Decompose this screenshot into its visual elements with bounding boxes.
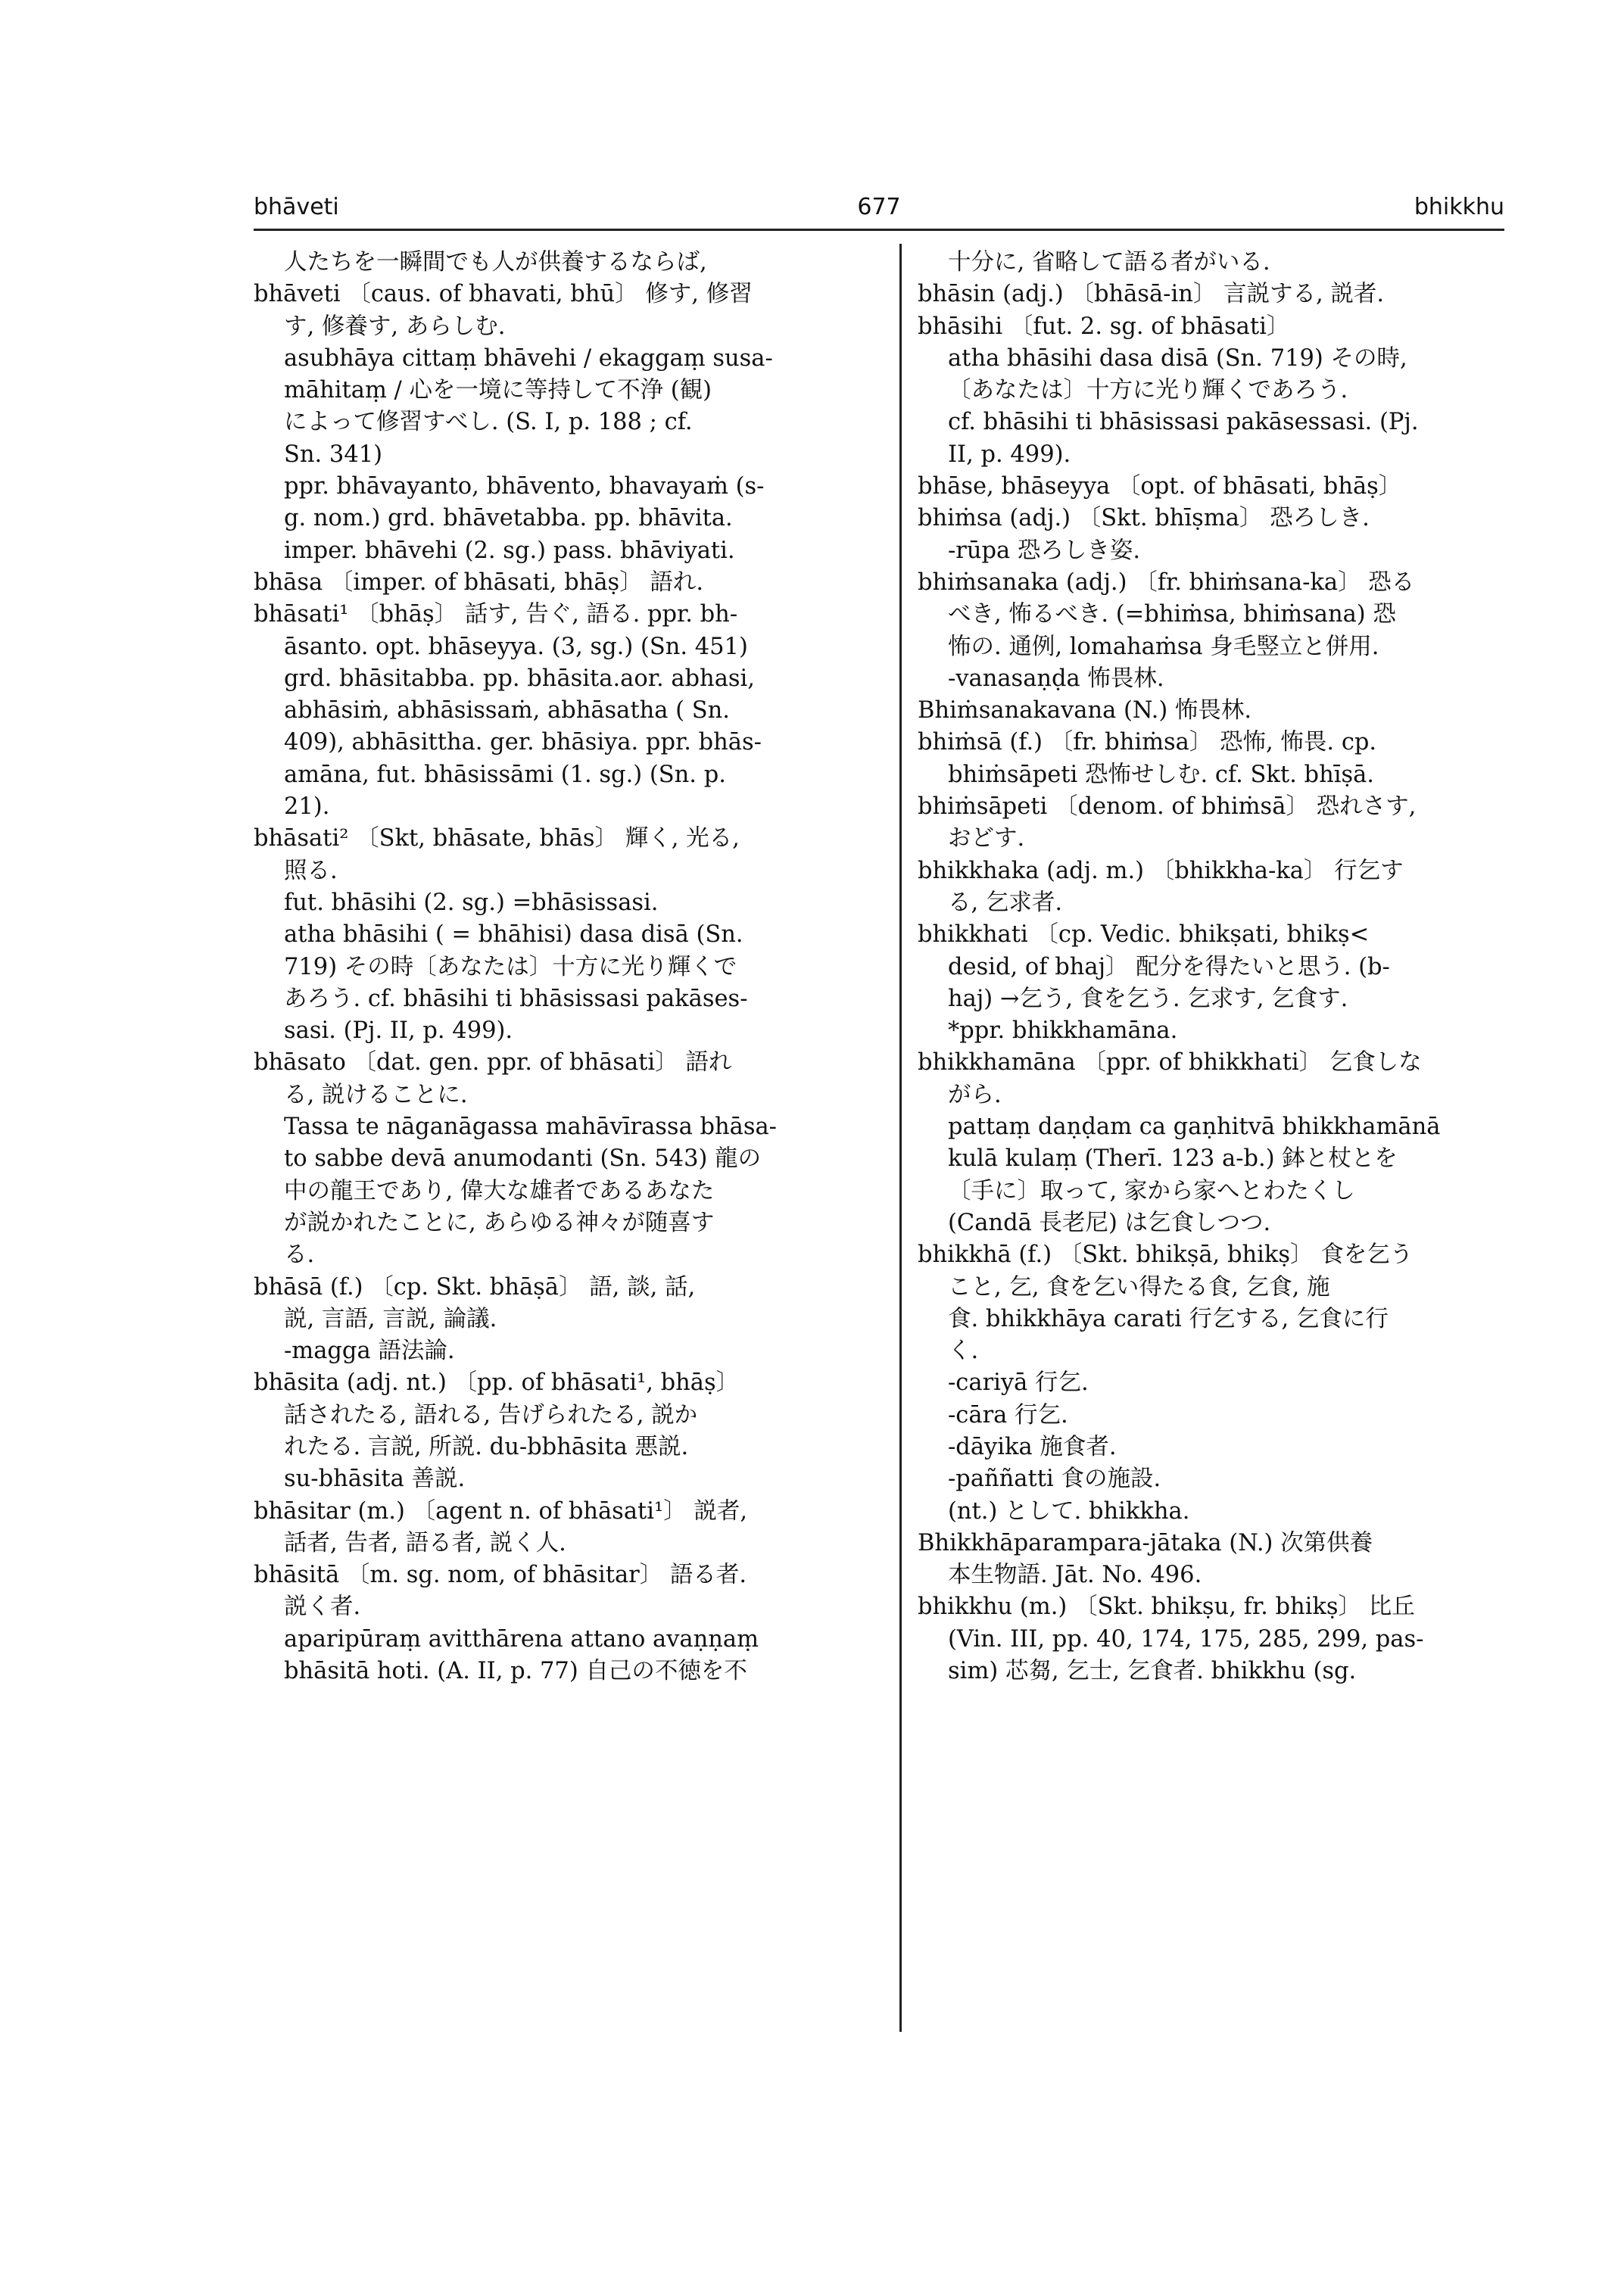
entry-continuation-line: 409), abhāsittha. ger. bhāsiya. ppr. bhās- xyxy=(284,729,762,756)
entry-headword-line: Bhiṁsanakavana (N.) 怖畏林. xyxy=(918,697,1252,724)
entry-continuation-line: によって修習すべし. (S. I, p. 188 ; cf. xyxy=(284,409,693,436)
entry-continuation-line: bhāsitā hoti. (A. II, p. 77) 自己の不徳を不 xyxy=(284,1658,747,1685)
entry-continuation-line: 話されたる, 語れる, 告げられたる, 説か xyxy=(284,1401,698,1428)
entry-continuation-line: こと, 乞, 食を乞い得たる食, 乞食, 施 xyxy=(948,1273,1330,1301)
entry-continuation-line: II, p. 499). xyxy=(948,441,1071,468)
entry-continuation-line: 話者, 告者, 語る者, 説く人. xyxy=(284,1529,566,1556)
entry-headword-line: bhikkhati 〔cp. Vedic. bhikṣati, bhikṣ< xyxy=(918,921,1370,949)
entry-continuation-line: kulā kulaṃ (Therī. 123 a-b.) 鉢と杖とを xyxy=(948,1145,1398,1173)
entry-continuation-line: がら. xyxy=(948,1081,1002,1108)
entry-continuation-line: cf. bhāsihi ti bhāsissasi pakāsessasi. (Pj. xyxy=(948,409,1419,436)
entry-continuation-line: -dāyika 施食者. xyxy=(948,1433,1117,1460)
entry-continuation-line: Sn. 341) xyxy=(284,441,383,468)
entry-continuation-line: れたる. 言説, 所説. du-bbhāsita 悪説. xyxy=(284,1433,689,1460)
entry-continuation-line: く. xyxy=(948,1338,979,1365)
entry-continuation-line: 中の龍王であり, 偉大な雄者であるあなた xyxy=(284,1177,715,1204)
entry-continuation-line: 説く者. xyxy=(284,1594,361,1621)
entry-continuation-line: 21). xyxy=(284,793,330,821)
entry-headword-line: bhikkhu (m.) 〔Skt. bhikṣu, fr. bhikṣ〕 比丘 xyxy=(918,1594,1415,1621)
entry-headword-line: bhāsitar (m.) 〔agent n. of bhāsati¹〕 説者, xyxy=(254,1497,748,1525)
entry-continuation-line: aparipūraṃ avitthārena attano avaṇṇaṃ xyxy=(284,1625,759,1653)
entry-continuation-line: る. xyxy=(284,1242,315,1269)
entry-headword-line: bhikkhamāna 〔ppr. of bhikkhati〕 乞食しな xyxy=(918,1049,1422,1076)
entry-continuation-line: *ppr. bhikkhamāna. xyxy=(948,1017,1178,1045)
entry-continuation-line: (Vin. III, pp. 40, 174, 175, 285, 299, pas- xyxy=(948,1625,1424,1653)
entry-continuation-line: -vanasaṇḍa 怖畏林. xyxy=(948,665,1164,692)
entry-continuation-line: (Candā 長老尼) は乞食しつつ. xyxy=(948,1209,1271,1236)
guide-word-left: bhāveti xyxy=(254,194,339,220)
entry-continuation-line: 照る. xyxy=(284,857,338,884)
entry-headword-line: bhiṁsāpeti 〔denom. of bhiṁsā〕 恐れさす, xyxy=(918,793,1417,821)
entry-continuation-line: sim) 芯芻, 乞士, 乞食者. bhikkhu (sg. xyxy=(948,1658,1357,1685)
entry-continuation-line: あろう. cf. bhāsihi ti bhāsissasi pakāses- xyxy=(284,985,748,1012)
entry-continuation-line: べき, 怖るべき. (=bhiṁsa, bhiṁsana) 恐 xyxy=(948,601,1396,628)
entry-continuation-line: す, 修養す, あらしむ. xyxy=(284,313,506,340)
entry-headword-line: bhikkhā (f.) 〔Skt. bhikṣā, bhikṣ〕 食を乞う xyxy=(918,1242,1414,1269)
column-divider xyxy=(899,244,902,2032)
entry-continuation-line: 怖の. 通例, lomahaṁsa 身毛竪立と併用. xyxy=(948,633,1379,660)
entry-continuation-line: g. nom.) grd. bhāvetabba. pp. bhāvita. xyxy=(284,505,733,532)
entry-continuation-line: おどす. xyxy=(948,825,1025,852)
entry-headword-line: bhāveti 〔caus. of bhavati, bhū〕 修す, 修習 xyxy=(254,281,753,308)
entry-continuation-line: -magga 語法論. xyxy=(284,1338,455,1365)
entry-continuation-line: 本生物語. Jāt. No. 496. xyxy=(948,1562,1202,1589)
page-number: 677 xyxy=(857,194,901,220)
entry-continuation-line: atha bhāsihi ( = bhāhisi) dasa disā (Sn. xyxy=(284,921,743,949)
entry-continuation-line: abhāsiṁ, abhāsissaṁ, abhāsatha ( Sn. xyxy=(284,697,730,724)
entry-continuation-line: る, 乞求者. xyxy=(948,889,1063,916)
entry-headword-line: bhiṁsā (f.) 〔fr. bhiṁsa〕 恐怖, 怖畏. cp. xyxy=(918,729,1377,756)
entry-headword-line: bhiṁsanaka (adj.) 〔fr. bhiṁsana-ka〕 恐る xyxy=(918,569,1415,596)
entry-continuation-line: desid, of bhaj〕 配分を得たいと思う. (b- xyxy=(948,953,1390,980)
entry-continuation-line: -rūpa 恐ろしき姿. xyxy=(948,537,1141,564)
entry-continuation-line: ppr. bhāvayanto, bhāvento, bhavayaṁ (s- xyxy=(284,473,765,500)
entry-continuation-line: fut. bhāsihi (2. sg.) =bhāsissasi. xyxy=(284,889,659,916)
entry-continuation-line: sasi. (Pj. II, p. 499). xyxy=(284,1017,513,1045)
entry-continuation-line: pattaṃ daṇḍam ca gaṇhitvā bhikkhamānā xyxy=(948,1114,1441,1141)
left-column xyxy=(254,247,874,1687)
entry-headword-line: bhāsita (adj. nt.) 〔pp. of bhāsati¹, bhāṣ〕 xyxy=(254,1369,740,1397)
entry-continuation-line: to sabbe devā anumodanti (Sn. 543) 龍の xyxy=(284,1145,762,1173)
entry-continuation-line: 食. bhikkhāya carati 行乞する, 乞食に行 xyxy=(948,1305,1389,1332)
entry-continuation-line: 人たちを一瞬間でも人が供養するならば, xyxy=(284,249,707,276)
entry-headword-line: bhāsa 〔imper. of bhāsati, bhāṣ〕 語れ. xyxy=(254,569,704,596)
entry-continuation-line: -paññatti 食の施設. xyxy=(948,1466,1161,1493)
entry-headword-line: bhāsati¹ 〔bhāṣ〕 話す, 告ぐ, 語る. ppr. bh- xyxy=(254,601,738,628)
entry-continuation-line: (nt.) として. bhikkha. xyxy=(948,1497,1190,1525)
entry-headword-line: bhiṁsa (adj.) 〔Skt. bhīṣma〕 恐ろしき. xyxy=(918,505,1370,532)
right-column xyxy=(918,247,1508,1687)
entry-continuation-line: haj) →乞う, 食を乞う. 乞求す, 乞食す. xyxy=(948,985,1348,1012)
entry-headword-line: Bhikkhāparampara-jātaka (N.) 次第供養 xyxy=(918,1529,1373,1556)
entry-continuation-line: su-bhāsita 善説. xyxy=(284,1466,466,1493)
entry-continuation-line: 719) その時〔あなたは〕十方に光り輝くで xyxy=(284,953,737,980)
entry-continuation-line: 説, 言語, 言説, 論議. xyxy=(284,1305,497,1332)
entry-continuation-line: が説かれたことに, あらゆる神々が随喜す xyxy=(284,1209,715,1236)
entry-continuation-line: āsanto. opt. bhāseyya. (3, sg.) (Sn. 451) xyxy=(284,633,748,660)
entry-headword-line: bhāsitā 〔m. sg. nom, of bhāsitar〕 語る者. xyxy=(254,1562,747,1589)
entry-continuation-line: atha bhāsihi dasa disā (Sn. 719) その時, xyxy=(948,344,1407,372)
entry-continuation-line: 十分に, 省略して語る者がいる. xyxy=(948,249,1270,276)
entry-continuation-line: imper. bhāvehi (2. sg.) pass. bhāviyati. xyxy=(284,537,735,564)
entry-continuation-line: māhitaṃ / 心を一境に等持して不浄 (観) xyxy=(284,377,712,404)
header-rule xyxy=(254,229,1504,231)
entry-headword-line: bhāsihi 〔fut. 2. sg. of bhāsati〕 xyxy=(918,313,1290,340)
entry-continuation-line: 〔手に〕取って, 家から家へとわたくし xyxy=(948,1177,1355,1204)
entry-continuation-line: -cāra 行乞. xyxy=(948,1401,1068,1428)
entry-headword-line: bhāsato 〔dat. gen. ppr. of bhāsati〕 語れ xyxy=(254,1049,732,1076)
entry-continuation-line: grd. bhāsitabba. pp. bhāsita.aor. abhasi, xyxy=(284,665,755,692)
entry-headword-line: bhikkhaka (adj. m.) 〔bhikkha-ka〕 行乞す xyxy=(918,857,1404,884)
entry-continuation-line: amāna, fut. bhāsissāmi (1. sg.) (Sn. p. xyxy=(284,761,726,788)
entry-headword-line: bhāse, bhāseyya 〔opt. of bhāsati, bhāṣ〕 xyxy=(918,473,1402,500)
entry-headword-line: bhāsati² 〔Skt, bhāsate, bhās〕 輝く, 光る, xyxy=(254,825,740,852)
entry-headword-line: bhāsin (adj.) 〔bhāsā-in〕 言説する, 説者. xyxy=(918,281,1385,308)
guide-word-right: bhikkhu xyxy=(1414,194,1504,220)
entry-continuation-line: る, 説けることに. xyxy=(284,1081,468,1108)
entry-continuation-line: -cariyā 行乞. xyxy=(948,1369,1089,1397)
entry-continuation-line: bhiṁsāpeti 恐怖せしむ. cf. Skt. bhīṣā. xyxy=(948,761,1374,788)
entry-continuation-line: asubhāya cittaṃ bhāvehi / ekaggaṃ susa- xyxy=(284,344,773,372)
entry-headword-line: bhāsā (f.) 〔cp. Skt. bhāṣā〕 語, 談, 話, xyxy=(254,1273,696,1301)
entry-continuation-line: Tassa te nāganāgassa mahāvīrassa bhāsa- xyxy=(284,1114,777,1141)
page-header xyxy=(254,194,1504,229)
entry-continuation-line: 〔あなたは〕十方に光り輝くであろう. xyxy=(948,377,1348,404)
